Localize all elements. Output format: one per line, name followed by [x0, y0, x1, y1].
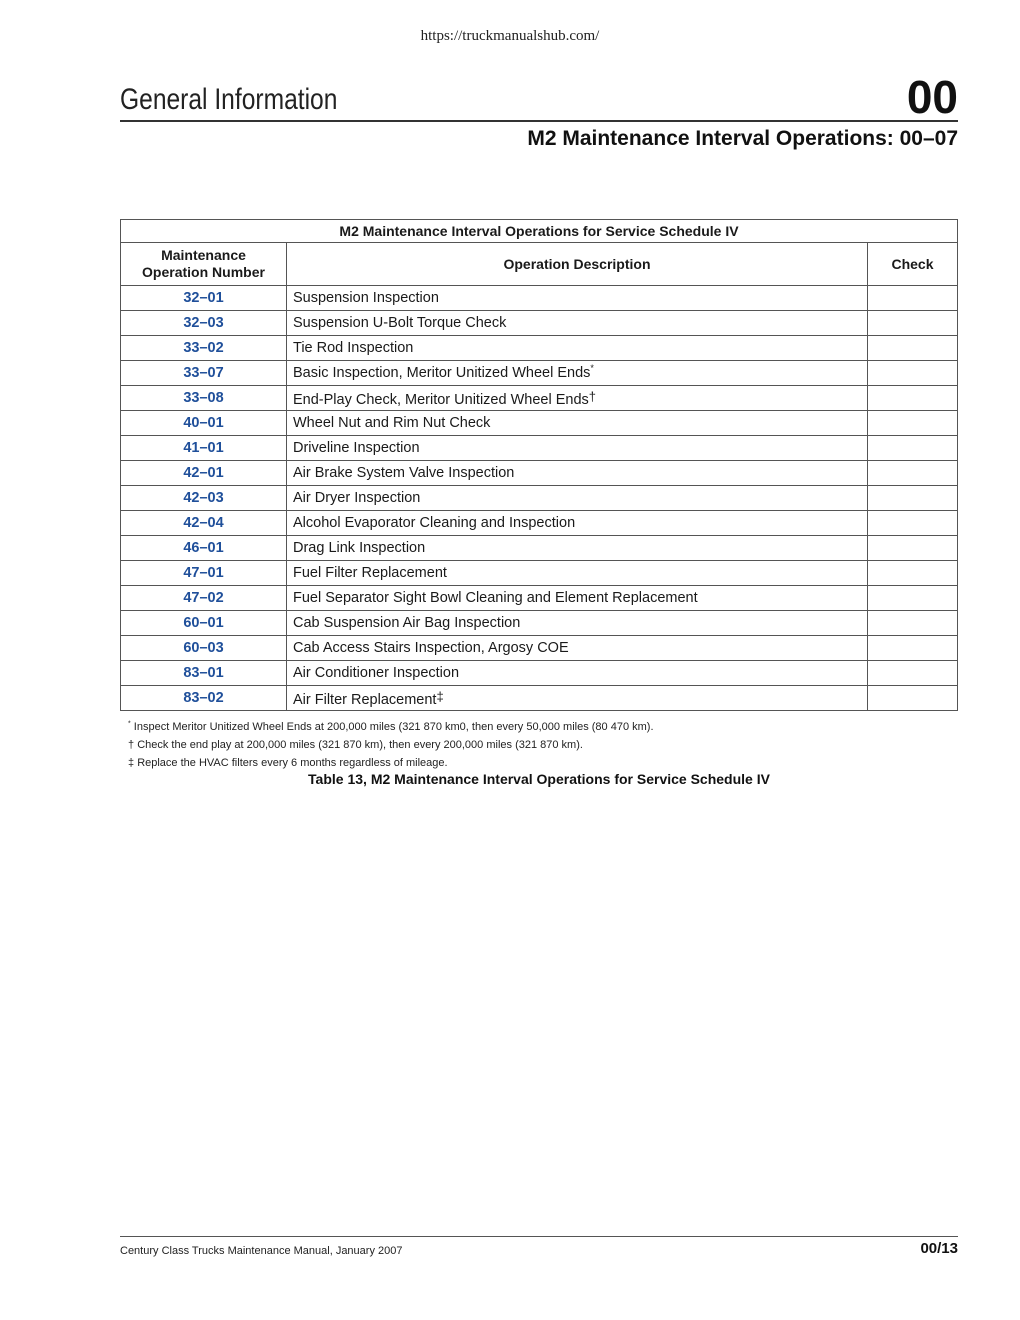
column-header-description: Operation Description	[287, 243, 868, 286]
table-row	[121, 561, 958, 586]
table-row	[121, 311, 958, 336]
operation-description	[287, 411, 868, 436]
operation-description	[287, 311, 868, 336]
operation-number-link[interactable]: 47–02	[121, 586, 287, 611]
operation-description-text: Cab Suspension Air Bag Inspection	[293, 615, 521, 631]
operation-description-text: Cab Access Stairs Inspection, Argosy COE	[293, 640, 569, 656]
table-row	[121, 386, 958, 411]
operation-description	[287, 436, 868, 461]
check-cell[interactable]	[868, 536, 958, 561]
operation-description-text: Suspension Inspection	[293, 290, 439, 306]
operation-description	[287, 461, 868, 486]
check-cell[interactable]	[868, 561, 958, 586]
check-cell[interactable]	[868, 286, 958, 311]
operation-description	[287, 661, 868, 686]
operation-description	[287, 486, 868, 511]
footnote	[128, 754, 654, 772]
check-cell[interactable]	[868, 336, 958, 361]
operation-description-text: Driveline Inspection	[293, 440, 420, 456]
table-row	[121, 661, 958, 686]
operation-number-link[interactable]: 40–01	[121, 411, 287, 436]
operation-description-text: Alcohol Evaporator Cleaning and Inspection	[293, 515, 576, 531]
column-header-number-line1: Maintenance	[161, 247, 246, 263]
check-cell[interactable]	[868, 486, 958, 511]
operation-description-text: Air Brake System Valve Inspection	[293, 465, 515, 481]
column-header-number	[121, 243, 287, 286]
table-body	[121, 286, 958, 711]
operation-description-text: Air Conditioner Inspection	[293, 665, 460, 681]
check-cell[interactable]	[868, 586, 958, 611]
table-header-row	[121, 243, 958, 286]
operation-number-link[interactable]: 33–02	[121, 336, 287, 361]
footnote-marker: †	[128, 739, 135, 751]
operation-description-text: Drag Link Inspection	[293, 540, 426, 556]
check-cell[interactable]	[868, 436, 958, 461]
operation-number-link[interactable]: 46–01	[121, 536, 287, 561]
footnote-marker: *	[128, 720, 131, 728]
table-caption-row	[121, 220, 958, 243]
table-row	[121, 686, 958, 711]
operation-description-text: Basic Inspection, Meritor Unitized Wheel Ends	[293, 365, 591, 381]
footnote-text: Replace the HVAC filters every 6 months regardless of mileage.	[137, 757, 448, 769]
table-row	[121, 611, 958, 636]
table-row	[121, 536, 958, 561]
check-cell[interactable]	[868, 461, 958, 486]
page-number: 00/13	[920, 1240, 958, 1257]
table-row	[121, 636, 958, 661]
footnote-text: Inspect Meritor Unitized Wheel Ends at 200,000 miles (321 870 km0, then every 50,000 miles (80 470 km).	[133, 721, 654, 733]
page-subtitle: M2 Maintenance Interval Operations: 00–07	[527, 127, 958, 150]
operation-description	[287, 561, 868, 586]
footnote-marker: ‡	[436, 688, 444, 704]
operation-number-link[interactable]: 41–01	[121, 436, 287, 461]
operation-description	[287, 361, 868, 386]
section-title: General Information	[120, 83, 338, 116]
table-row	[121, 436, 958, 461]
check-cell[interactable]	[868, 686, 958, 711]
check-cell[interactable]	[868, 311, 958, 336]
footer-manual-title: Century Class Trucks Maintenance Manual, January 2007	[120, 1245, 403, 1257]
operation-description-text: Air Filter Replacement	[293, 691, 437, 708]
operation-description-text: Tie Rod Inspection	[293, 340, 414, 356]
operation-number-link[interactable]: 32–01	[121, 286, 287, 311]
check-cell[interactable]	[868, 511, 958, 536]
operation-description	[287, 611, 868, 636]
footnote	[128, 736, 654, 754]
operation-description	[287, 511, 868, 536]
check-cell[interactable]	[868, 611, 958, 636]
table-caption: Table 13, M2 Maintenance Interval Operations for Service Schedule IV	[308, 771, 770, 787]
check-cell[interactable]	[868, 661, 958, 686]
footnote-text: Check the end play at 200,000 miles (321 870 km), then every 200,000 miles (321 870 km).	[137, 739, 583, 751]
operation-description-text: Wheel Nut and Rim Nut Check	[293, 415, 491, 431]
table-row	[121, 411, 958, 436]
footnote-marker: †	[588, 388, 596, 404]
operation-description	[287, 636, 868, 661]
footer-rule	[120, 1236, 958, 1237]
operation-number-link[interactable]: 33–08	[121, 386, 287, 411]
table-row	[121, 486, 958, 511]
table-row	[121, 336, 958, 361]
operation-number-link[interactable]: 33–07	[121, 361, 287, 386]
source-url: https://truckmanualshub.com/	[420, 28, 600, 44]
operation-number-link[interactable]: 47–01	[121, 561, 287, 586]
operation-description	[287, 586, 868, 611]
footnote-marker: ‡	[128, 757, 135, 769]
footnote-marker: *	[590, 363, 594, 374]
check-cell[interactable]	[868, 361, 958, 386]
operation-description-text: Air Dryer Inspection	[293, 490, 421, 506]
footnote	[128, 718, 654, 736]
operation-description	[287, 686, 868, 711]
table-row	[121, 286, 958, 311]
operation-number-link[interactable]: 42–01	[121, 461, 287, 486]
operation-description	[287, 536, 868, 561]
operation-description	[287, 286, 868, 311]
column-header-number-line2: Operation Number	[142, 264, 265, 280]
operation-number-link[interactable]: 83–01	[121, 661, 287, 686]
section-number: 00	[906, 71, 958, 123]
operation-description	[287, 336, 868, 361]
table-row	[121, 361, 958, 386]
table-row	[121, 586, 958, 611]
operation-number-link[interactable]: 42–03	[121, 486, 287, 511]
check-cell[interactable]	[868, 386, 958, 411]
operations-table	[120, 219, 958, 711]
check-cell[interactable]	[868, 411, 958, 436]
table-row	[121, 511, 958, 536]
operation-number-link[interactable]: 83–02	[121, 686, 287, 711]
operation-description	[287, 386, 868, 411]
operation-number-link[interactable]: 60–01	[121, 611, 287, 636]
table-caption-cell: M2 Maintenance Interval Operations for Service Schedule IV	[121, 220, 958, 243]
operation-description-text: Fuel Filter Replacement	[293, 565, 447, 581]
operation-number-link[interactable]: 42–04	[121, 511, 287, 536]
operation-number-link[interactable]: 60–03	[121, 636, 287, 661]
operation-description-text: Suspension U-Bolt Torque Check	[293, 315, 507, 331]
check-cell[interactable]	[868, 636, 958, 661]
table-row	[121, 461, 958, 486]
footnotes	[128, 718, 654, 772]
section-header	[120, 72, 958, 122]
operation-description-text: End-Play Check, Meritor Unitized Wheel Ends	[293, 391, 589, 408]
operation-number-link[interactable]: 32–03	[121, 311, 287, 336]
column-header-check: Check	[868, 243, 958, 286]
operation-description-text: Fuel Separator Sight Bowl Cleaning and Element Replacement	[293, 590, 698, 606]
